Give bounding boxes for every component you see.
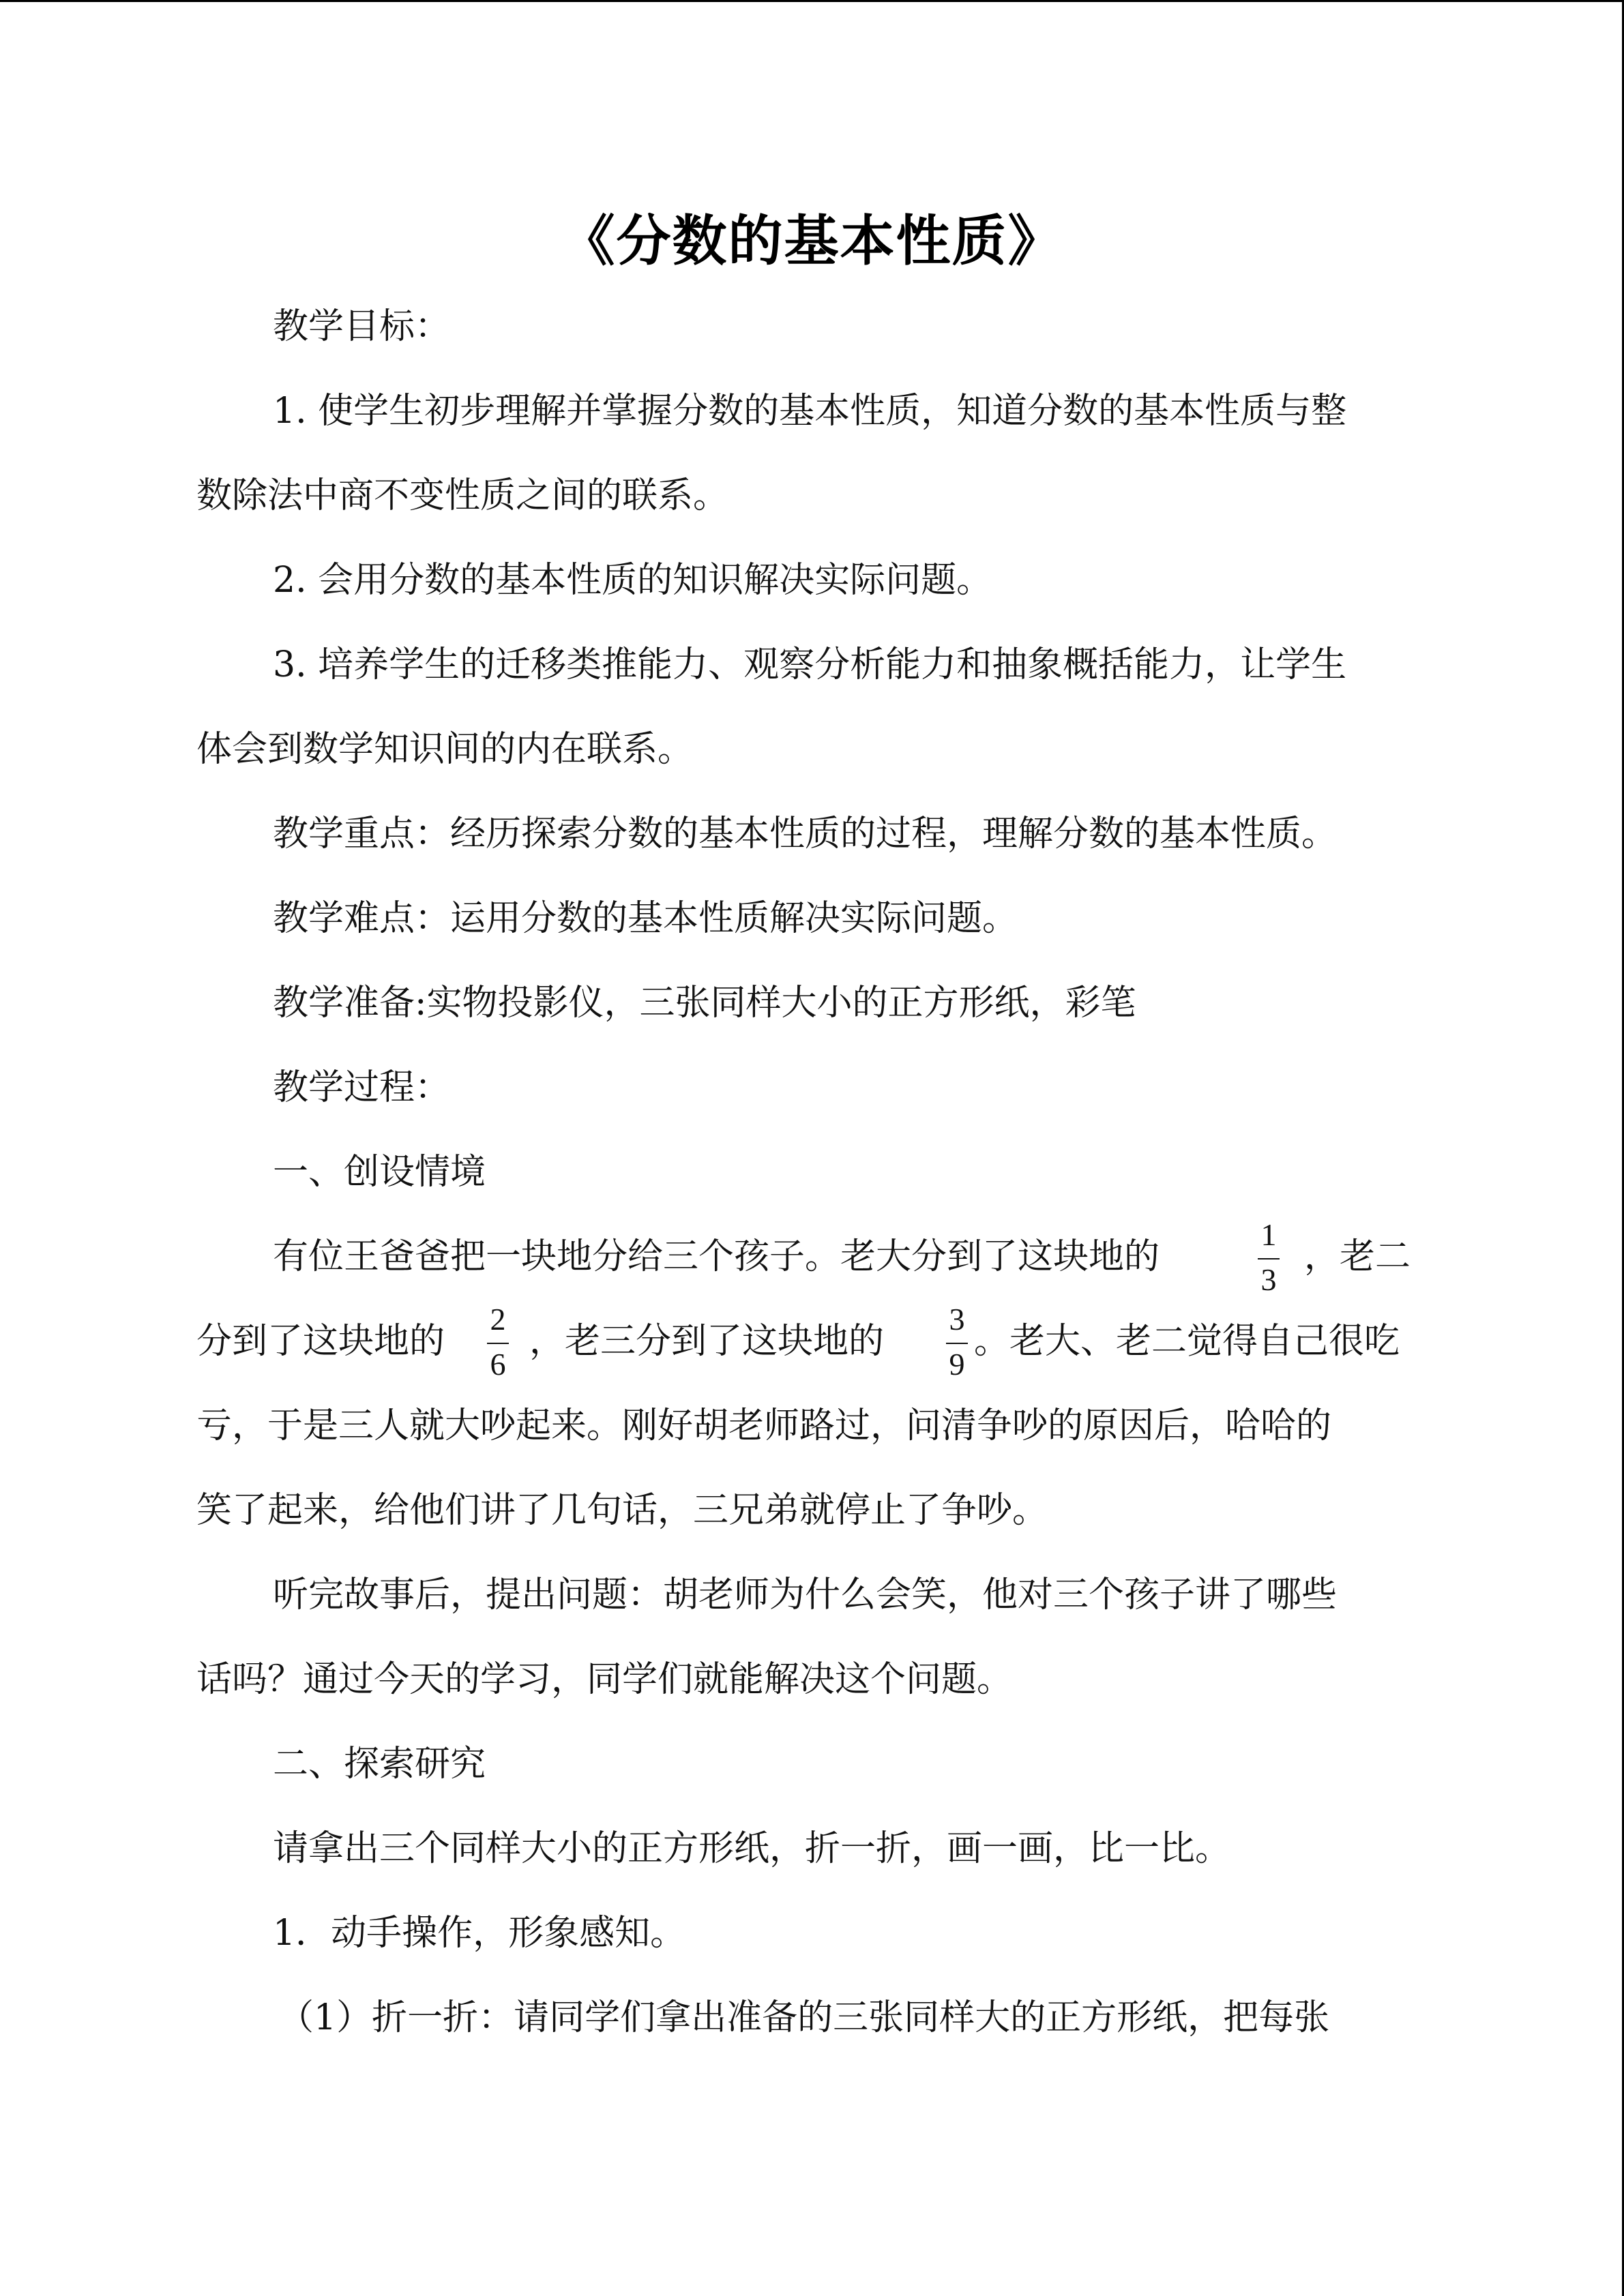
story-line-4: 笑了起来，给他们讲了几句话，三兄弟就停止了争吵。 [196, 1490, 1048, 1531]
fraction-numerator: 1 [1260, 1217, 1277, 1252]
fraction-denominator: 9 [949, 1347, 965, 1382]
fraction-numerator: 2 [490, 1302, 506, 1337]
goal-3-line-2: 体会到数学知识间的内在联系。 [196, 729, 694, 770]
section-2-heading: 二、探索研究 [273, 1744, 486, 1785]
story-line-3: 亏，于是三人就大吵起来。刚好胡老师路过，问清争吵的原因后，哈哈的 [196, 1405, 1332, 1446]
fraction-denominator: 6 [490, 1347, 506, 1382]
step-1: 1．动手操作，形象感知。 [273, 1913, 686, 1954]
story-line-2-c: 。老大、老二觉得自己很吃 [974, 1321, 1400, 1362]
key-point: 教学重点：经历探索分数的基本性质的过程，理解分数的基本性质。 [273, 814, 1338, 854]
goal-2: 2. 会用分数的基本性质的知识解决实际问题。 [273, 560, 992, 601]
fraction-denominator: 3 [1260, 1262, 1277, 1297]
process-heading: 教学过程： [273, 1067, 451, 1108]
fraction-two-sixths [477, 1300, 518, 1385]
step-1-sub: （1）折一折：请同学们拿出准备的三张同样大的正方形纸，把每张 [278, 1997, 1330, 2038]
question-line-1: 听完故事后，提出问题：胡老师为什么会笑，他对三个孩子讲了哪些 [273, 1575, 1338, 1615]
story-line-1-b: ，老二 [1304, 1236, 1411, 1277]
fraction-three-ninths [936, 1300, 977, 1385]
fraction-bar [1258, 1258, 1280, 1259]
instruction: 请拿出三个同样大小的正方形纸，折一折，画一画，比一比。 [273, 1828, 1231, 1869]
story-line-1-a: 有位王爸爸把一块地分给三个孩子。老大分到了这块地的 [273, 1236, 1160, 1277]
fraction-bar [946, 1343, 968, 1344]
story-line-2-b: ，老三分到了这块地的 [529, 1321, 885, 1362]
goal-1-line-2: 数除法中商不变性质之间的联系。 [196, 475, 729, 516]
difficulty: 教学难点：运用分数的基本性质解决实际问题。 [273, 898, 1018, 939]
story-line-2-a: 分到了这块地的 [196, 1321, 445, 1362]
preparation: 教学准备:实物投影仪，三张同样大小的正方形纸，彩笔 [273, 983, 1136, 1024]
page-title: 《分数的基本性质》 [560, 209, 1064, 273]
fraction-one-third [1248, 1216, 1289, 1300]
goal-1-line-1: 1. 使学生初步理解并掌握分数的基本性质，知道分数的基本性质与整 [273, 391, 1347, 432]
goal-3-line-1: 3. 培养学生的迁移类推能力、观察分析能力和抽象概括能力，让学生 [273, 644, 1347, 685]
section-1-heading: 一、创设情境 [273, 1152, 486, 1193]
fraction-numerator: 3 [949, 1302, 965, 1337]
fraction-bar [487, 1343, 509, 1344]
goals-heading: 教学目标： [273, 306, 451, 347]
question-line-2: 话吗？通过今天的学习，同学们就能解决这个问题。 [196, 1659, 1013, 1700]
